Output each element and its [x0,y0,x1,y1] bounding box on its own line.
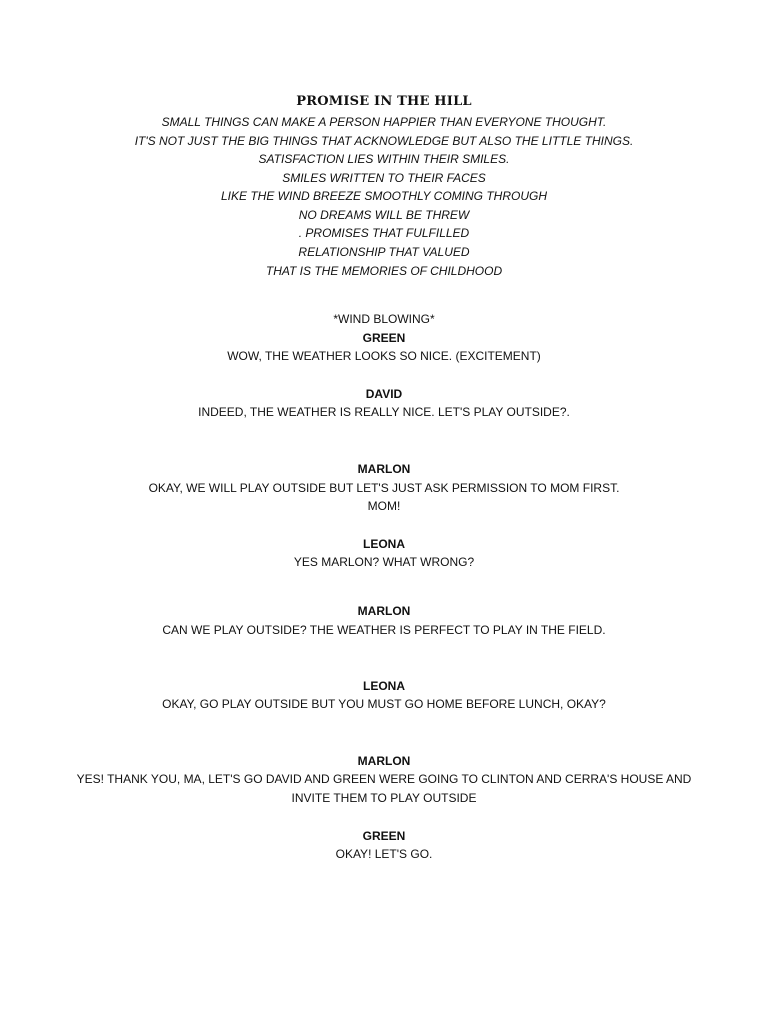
dialogue-line: INVITE THEM TO PLAY OUTSIDE [291,791,477,805]
speaker-name: MARLON [357,604,411,618]
document-title: PROMISE IN THE HILL [296,94,472,109]
poem-line: LIKE THE WIND BREEZE SMOOTHLY COMING THROUGH [220,189,548,203]
poem-line: SMILES WRITTEN TO THEIR FACES [282,171,486,185]
poem-line: NO DREAMS WILL BE THREW [298,208,470,222]
speaker-name: DAVID [365,387,403,401]
dialogue-line: WOW, THE WEATHER LOOKS SO NICE. (EXCITEMENT) [227,349,541,363]
dialogue-line: OKAY, GO PLAY OUTSIDE BUT YOU MUST GO HOME BEFORE LUNCH, OKAY? [162,697,606,711]
dialogue-line: OKAY, WE WILL PLAY OUTSIDE BUT LET'S JUST ASK PERMISSION TO MOM FIRST. [148,481,620,495]
dialogue-line: CAN WE PLAY OUTSIDE? THE WEATHER IS PERFECT TO PLAY IN THE FIELD. [162,623,606,637]
poem-line: . PROMISES THAT FULFILLED [298,226,470,240]
dialogue-line: YES! THANK YOU, MA, LET'S GO DAVID AND GREEN WERE GOING TO CLINTON AND CERRA'S HOUSE AND [76,772,692,786]
poem-line: THAT IS THE MEMORIES OF CHILDHOOD [265,264,503,278]
speaker-name: GREEN [362,331,406,345]
poem-line: SATISFACTION LIES WITHIN THEIR SMILES. [258,152,510,166]
poem-line: RELATIONSHIP THAT VALUED [298,245,470,259]
poem-line: SMALL THINGS CAN MAKE A PERSON HAPPIER THAN EVERYONE THOUGHT. [161,115,607,129]
dialogue-line: INDEED, THE WEATHER IS REALLY NICE. LET'S PLAY OUTSIDE?. [198,405,570,419]
stage-direction: *WIND BLOWING* [333,312,435,326]
speaker-name: LEONA [363,537,405,551]
dialogue-line: MOM! [367,499,401,513]
speaker-name: LEONA [363,679,405,693]
speaker-name: MARLON [357,462,411,476]
speaker-name: MARLON [357,754,411,768]
poem-line: IT'S NOT JUST THE BIG THINGS THAT ACKNOWLEDGE BUT ALSO THE LITTLE THINGS. [134,134,634,148]
dialogue-line: OKAY! LET'S GO. [335,847,433,861]
speaker-name: GREEN [362,829,406,843]
dialogue-line: YES MARLON? WHAT WRONG? [293,555,475,569]
